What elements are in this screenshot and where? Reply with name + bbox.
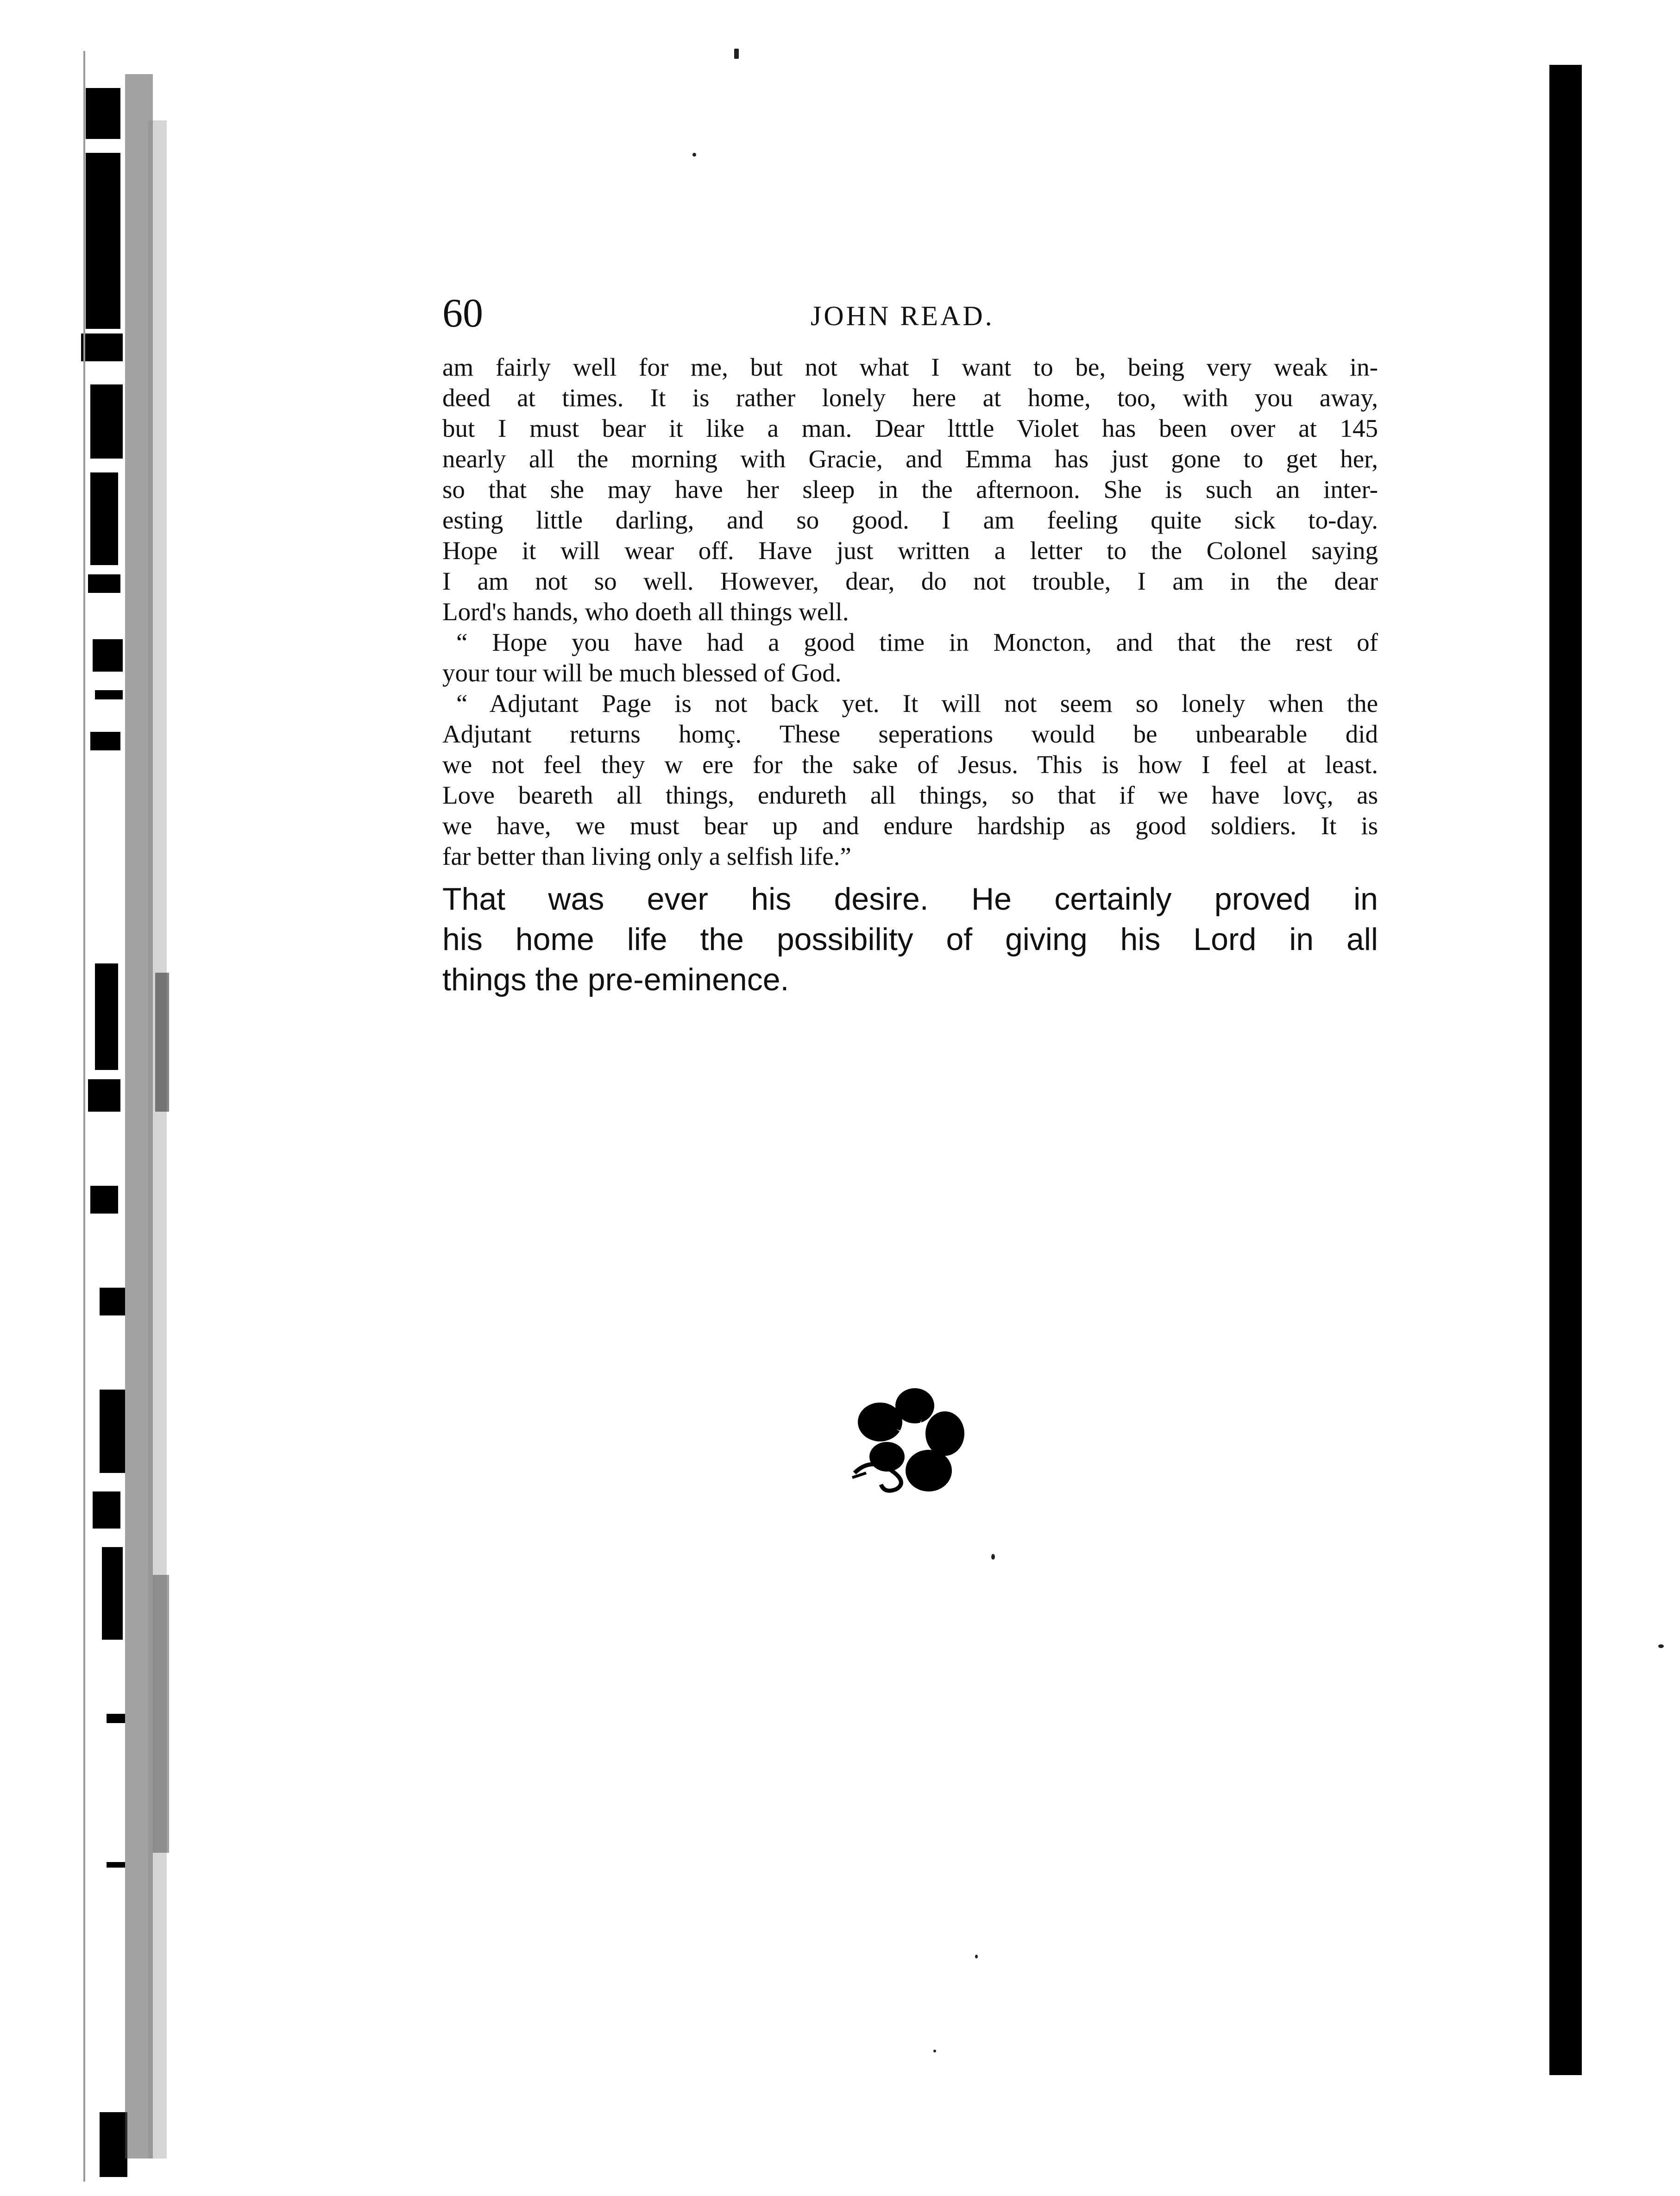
quote-line: I am not so well. However, dear, do not trouble, I am in the dear: [442, 567, 1378, 595]
quote-line: so that she may have her sleep in the afternoon. She is such an inter-: [442, 475, 1378, 503]
scan-speck: [975, 1955, 978, 1958]
quote-line: far better than living only a selfish life.”: [442, 842, 851, 870]
scan-speck: [734, 49, 739, 59]
quote-line: nearly all the morning with Gracie, and Emma has just gone to get her,: [442, 445, 1378, 473]
quote-line: Hope it will wear off. Have just written a letter to the Colonel saying: [442, 536, 1378, 565]
quote-line: Adjutant returns homç. These seperations would be unbearable did: [442, 720, 1378, 748]
quote-line: “ Adjutant Page is not back yet. It will not seem so lonely when the: [456, 689, 1378, 717]
quote-line: your tour will be much blessed of God.: [442, 659, 842, 687]
body-paragraph: [442, 879, 1378, 1000]
quote-line: am fairly well for me, but not what I want to be, being very weak in-: [442, 353, 1378, 381]
quote-line: we not feel they w ere for the sake of Jesus. This is how I feel at least.: [442, 750, 1378, 779]
scan-speck: [991, 1554, 995, 1560]
running-head: JOHN READ.: [811, 301, 994, 331]
quoted-letter: [442, 352, 1378, 872]
quote-line: but I must bear it like a man. Dear ltttle Violet has been over at 145: [442, 414, 1378, 442]
scan-speck: [692, 153, 696, 157]
quote-line: we have, we must bear up and endure hardship as good soldiers. It is: [442, 812, 1378, 840]
page-number: 60: [442, 291, 483, 336]
body-line: That was ever his desire. He certainly proved in: [442, 881, 1378, 917]
page-header: [442, 288, 1378, 339]
quote-line: esting little darling, and so good. I am feeling quite sick to-day.: [442, 506, 1378, 534]
scan-speck: [933, 2050, 936, 2052]
floral-ornament-icon: [848, 1387, 973, 1498]
quote-line: Love beareth all things, endureth all things, so that if we have lovç, as: [442, 781, 1378, 809]
quote-line: deed at times. It is rather lonely here at home, too, with you away,: [442, 384, 1378, 412]
body-line: things the pre-eminence.: [442, 962, 789, 997]
quote-line: “ Hope you have had a good time in Moncton, and that the rest of: [456, 628, 1378, 656]
body-line: his home life the possibility of giving his Lord in all: [442, 922, 1378, 957]
quote-line: Lord's hands, who doeth all things well.: [442, 598, 849, 626]
scan-edge-shadow: [1549, 65, 1582, 2075]
scan-binding-edge: [0, 0, 241, 2194]
scan-speck: [1658, 1644, 1664, 1648]
